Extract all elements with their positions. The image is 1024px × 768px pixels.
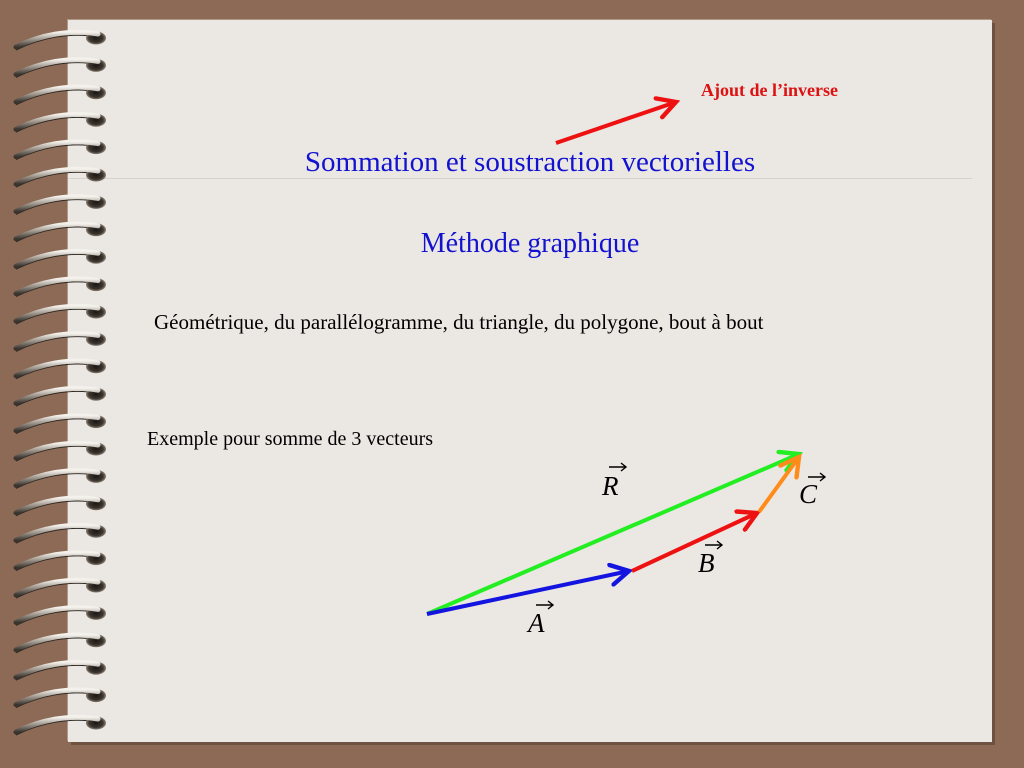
spiral-binding bbox=[0, 0, 130, 768]
coil-ring bbox=[16, 169, 106, 188]
coil-ring bbox=[16, 114, 106, 133]
annotation-arrow bbox=[556, 102, 676, 143]
vector-b-arrow bbox=[632, 513, 757, 571]
slide-subtitle: Méthode graphique bbox=[420, 228, 640, 259]
coil-ring bbox=[16, 32, 106, 51]
coil-ring bbox=[16, 251, 106, 270]
svg-text:B: B bbox=[698, 548, 715, 578]
coil-ring bbox=[16, 443, 106, 462]
annotation-text: Ajout de l’inverse bbox=[701, 80, 838, 100]
svg-text:A: A bbox=[528, 608, 545, 638]
methods-text: Géométrique, du parallélogramme, du triangle, du polygone, bout à bout bbox=[154, 310, 764, 334]
coil-ring bbox=[16, 415, 106, 434]
coil-ring bbox=[16, 662, 106, 681]
coil-ring bbox=[16, 497, 106, 516]
vector-c-label bbox=[799, 473, 825, 509]
example-text: Exemple pour somme de 3 vecteurs bbox=[147, 428, 434, 450]
coil-ring bbox=[16, 333, 106, 352]
coil-ring bbox=[16, 580, 106, 599]
svg-text:R: R bbox=[602, 471, 619, 501]
vector-a-label bbox=[526, 601, 553, 638]
coil-ring bbox=[16, 223, 106, 242]
coil-ring bbox=[16, 689, 106, 708]
coil-ring bbox=[16, 86, 106, 105]
coil-ring bbox=[16, 278, 106, 297]
coil-ring bbox=[16, 634, 106, 653]
coil-ring bbox=[16, 141, 106, 160]
slide-title: Sommation et soustraction vectorielles bbox=[304, 146, 756, 178]
vector-c-arrow bbox=[759, 457, 799, 512]
coil-ring bbox=[16, 552, 106, 571]
coil-ring bbox=[16, 306, 106, 325]
vector-r-label bbox=[601, 463, 626, 501]
svg-text:C: C bbox=[799, 479, 818, 509]
coil-ring bbox=[16, 607, 106, 626]
coil-ring bbox=[16, 717, 106, 736]
coil-ring bbox=[16, 360, 106, 379]
coil-ring bbox=[16, 470, 106, 489]
vector-b-label bbox=[698, 541, 722, 578]
coil-ring bbox=[16, 196, 106, 215]
coil-ring bbox=[16, 388, 106, 407]
coil-ring bbox=[16, 59, 106, 78]
coil-ring bbox=[16, 525, 106, 544]
